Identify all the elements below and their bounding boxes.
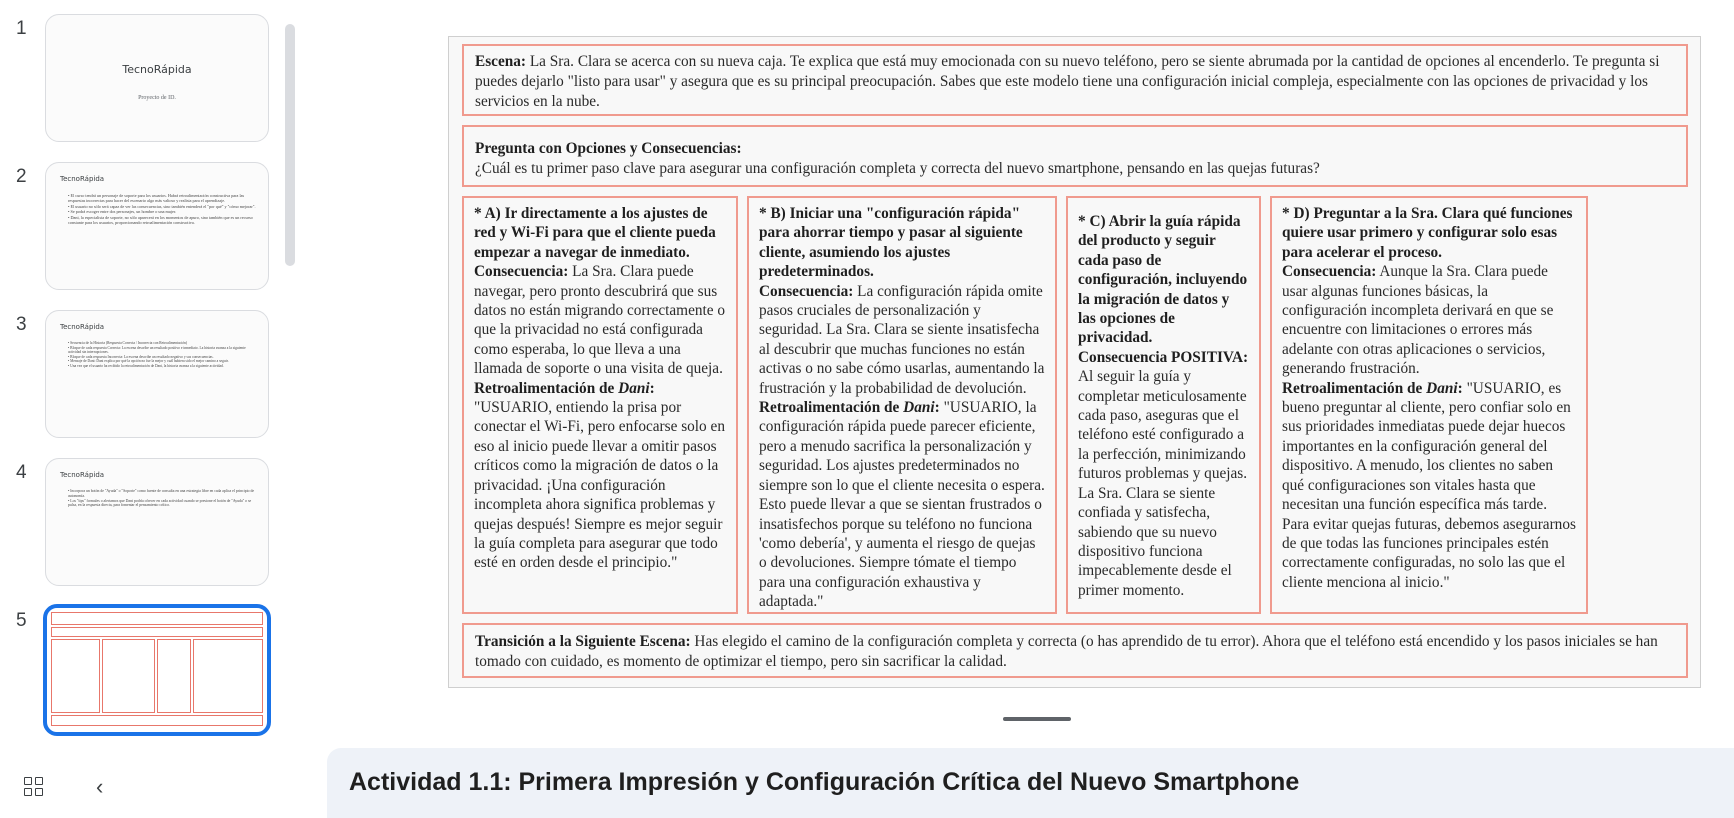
consequence-label: Consecuencia: — [759, 282, 854, 300]
feedback-text: "USUARIO, entiendo la prisa por conectar el Wi-Fi, pero enfocarse solo en eso al inicio puede llevar a omitir pasos críticos como la migración de datos o la privacidad. ¡Una configuración incompleta ahora significa problemas y quejas después! Siempre es mejor seguir la guía completa para asegurar que todo esté en orden desde el principio." — [474, 399, 725, 572]
feedback-label: Retroalimentación de — [759, 399, 900, 417]
thumbnail-bullet: • Bloque de cada respuesta Correcta: La escena describe un resultado positivo e inmediato. La historia avanza a la siguiente actividad sin interrupciones. — [68, 346, 256, 355]
option-b-title: * B) Iniciar una "configuración rápida" para ahorrar tiempo y pasar al siguiente cliente, asumiendo los ajustes predeterminados. — [759, 205, 1023, 281]
option-d-box — [1270, 196, 1588, 614]
transition-text: Has elegido el camino de la configuración completa y correcta (o has aprendido de tu error). Ahora que el teléfono está encendido y los pasos iniciales se han tomado con cuidado, es momento de optimizar el tiempo, pero sin sacrificar la calidad. — [475, 633, 1658, 670]
feedback-colon: : — [1457, 379, 1463, 397]
thumbnail-scrollbar[interactable] — [285, 24, 295, 266]
slide-thumbnail-rail — [0, 0, 300, 818]
thumbnail-row-1[interactable] — [0, 14, 290, 144]
feedback-colon: : — [649, 379, 655, 397]
slide-thumbnail-2[interactable] — [45, 162, 269, 290]
option-c-title: * C) Abrir la guía rápida del producto y seguir cada paso de configuración, incluyendo la migración de datos y las opciones de privacidad. — [1078, 213, 1248, 347]
thumbnail-bullet: • Mensaje de Dani: Dani explica por qué la opción no fue la mejor y cuál hubiera sido el mejor camino a seguir. — [68, 359, 256, 364]
feedback-name: Dani — [1426, 379, 1458, 397]
question-text: ¿Cuál es tu primer paso clave para asegurar una configuración completa y correcta del nuevo smartphone, pensando en las quejas futuras? — [475, 160, 1320, 177]
thumbnail-number: 4 — [16, 462, 27, 483]
thumbnail-title: TecnoRápida — [60, 323, 105, 331]
mini-box — [157, 639, 191, 713]
transition-label: Transición a la Siguiente Escena: — [475, 633, 691, 650]
thumbnail-row-5[interactable] — [0, 606, 290, 736]
thumbnail-bullets — [68, 489, 256, 508]
mini-box — [193, 639, 263, 713]
thumbnail-bullet: • Una vez que el usuario ha recibido la retroalimentación de Dani, la historia avanza a la siguiente actividad. — [68, 364, 256, 369]
thumbnail-number: 3 — [16, 314, 27, 335]
thumbnail-bullet: • El curso tendrá un personaje de soporte para los usuarios. Habrá retroalimentación constructiva para las respuestas incorrectas para hacer del escenario algo más valioso y realista para el aprendizaje. — [68, 193, 256, 204]
slide-thumbnail-4[interactable] — [45, 458, 269, 586]
consequence-text: Al seguir la guía y completar meticulosamente cada paso, aseguras que el teléfono esté configurado a la perfección, minimizando futuros problemas y quejas. La Sra. Clara se siente confiada y satisfecha, sabiendo que su nuevo dispositivo funciona impecablemente desde el primer momento. — [1078, 368, 1248, 599]
option-c-box — [1066, 196, 1261, 614]
feedback-label: Retroalimentación de — [1282, 379, 1423, 397]
option-b-box — [747, 196, 1057, 614]
feedback-label: Retroalimentación de — [474, 379, 615, 397]
thumbnail-number: 1 — [16, 18, 27, 39]
activity-title: Actividad 1.1: Primera Impresión y Configuración Crítica del Nuevo Smartphone — [349, 768, 1300, 796]
feedback-text: "USUARIO, es bueno preguntar al cliente, pero confiar solo en sus prioridades inmediatas puede dejar huecos importantes en la configuración general del dispositivo. A menudo, los clientes no saben qué configuraciones son vitales hasta que necesitan una función específica más tarde. Para evitar quejas futuras, debemos asegurarnos de que todas las funciones principales estén correctamente configuradas, no solo las que el cliente menciona al inicio." — [1282, 379, 1576, 591]
thumbnail-bullet: • Bloque de cada respuesta Incorrecta: La escena describe un resultado negativo y sus consecuencias. — [68, 355, 256, 360]
consequence-label: Consecuencia: — [1282, 263, 1377, 281]
question-box — [462, 125, 1688, 187]
consequence-label: Consecuencia POSITIVA: — [1078, 348, 1249, 366]
consequence-label: Consecuencia: — [474, 263, 569, 281]
slide-canvas[interactable] — [448, 36, 1701, 688]
thumbnail-bullet: • El usuario no sólo será capaz de ver las consecuencias, sino también entenderá el "por qué" y "cómo mejorar". — [68, 204, 256, 209]
slide-title-bar — [327, 748, 1734, 818]
option-a-box — [462, 196, 738, 614]
consequence-text: La Sra. Clara puede navegar, pero pronto descubrirá que sus datos no están migrando correctamente o que la privacidad no está configurada como esperaba, lo que lleva a una llamada de soporte o una visita de queja. — [474, 263, 726, 378]
thumbnail-bullet: • Se podrá escoger entre dos personajes, un hombre o una mujer. — [68, 209, 256, 214]
feedback-name: Dani — [903, 399, 935, 417]
scene-box — [462, 44, 1688, 116]
option-d-title: * D) Preguntar a la Sra. Clara qué funciones quiere usar primero y configurar solo esas para acelerar el proceso. — [1282, 205, 1573, 261]
thumbnail-miniature — [51, 612, 263, 728]
question-label: Pregunta con Opciones y Consecuencias: — [475, 140, 742, 157]
slide-scroll-indicator[interactable] — [1003, 717, 1071, 721]
thumbnail-bullets — [68, 341, 256, 369]
thumbnail-bullet: • Los "tips" formales o alertamos que Dani podría ofrecer en cada actividad cuando se presione el botón de "Ayuda" o se pulsa, en la respuesta directa, para fomentar el pensamiento crítico. — [68, 499, 256, 509]
consequence-text: Aunque la Sra. Clara puede usar algunas funciones básicas, la configuración incompleta derivará en que se encuentre con limitaciones o errores más adelante con otras aplicaciones o servicios, generando frustración. — [1282, 263, 1554, 378]
grid-view-icon[interactable] — [24, 777, 44, 797]
feedback-name: Dani — [618, 379, 650, 397]
thumbnail-title: TecnoRápida — [60, 175, 105, 183]
option-a-title: * A) Ir directamente a los ajustes de red y Wi-Fi para que el cliente pueda empezar a navegar de inmediato. — [474, 205, 716, 261]
consequence-text: La configuración rápida omite pasos cruciales de personalización y seguridad. La Sra. Clara se siente insatisfecha al descubrir que muchas funciones no están activas o no sabe cómo usarlas, aumentando la frustración y la probabilidad de devolución. — [759, 282, 1045, 397]
thumbnail-bullet: • Secuencia de la Historia (Respuesta Correcta / Incorrecta con Retroalimentación) — [68, 341, 256, 346]
thumbnail-bullet: • Incorpora un botón de "Ayuda" o "Soporte" como fuente de consulta en una estrategia libre en cada aplica el principio de autonomía. — [68, 489, 256, 499]
thumbnail-bullets — [68, 193, 256, 225]
mini-box — [102, 639, 155, 713]
thumbnail-subtitle: Proyecto de ID. — [138, 95, 176, 101]
mini-box — [51, 639, 100, 713]
thumbnail-number: 2 — [16, 166, 27, 187]
thumbnail-title: TecnoRápida — [60, 471, 105, 479]
scene-label: Escena: — [475, 53, 526, 70]
slide-thumbnail-5-selected[interactable] — [43, 604, 271, 736]
mini-box — [51, 627, 263, 637]
slide-thumbnail-3[interactable] — [45, 310, 269, 438]
transition-box — [462, 623, 1688, 678]
scene-text: La Sra. Clara se acerca con su nueva caja. Te explica que está muy emocionada con su nuevo teléfono, pero se siente abrumada por la cantidad de opciones al encenderlo. Te pregunta si puedes dejarlo "listo para usar" y asegura que es su principal preocupación. Sabes que este modelo tiene una configuración inicial compleja, especialmente con las opciones de privacidad y los servicios en la nube. — [475, 53, 1660, 110]
thumbnail-row-2[interactable] — [0, 162, 290, 292]
thumbnail-row-4[interactable] — [0, 458, 290, 588]
mini-box — [51, 612, 263, 625]
feedback-text: "USUARIO, la configuración rápida puede parecer eficiente, pero a menudo sacrifica la personalización y seguridad. Los ajustes predeterminados no siempre son lo que el cliente necesita o espera. Esto puede llevar a que se sientan frustrados o insatisfechos porque su teléfono no funciona 'como debería', y aumenta el riesgo de quejas o devoluciones. Siempre tómate el tiempo para una configuración exhaustiva y adaptada." — [759, 399, 1045, 611]
thumbnail-title: TecnoRápida — [122, 63, 192, 76]
mini-box — [51, 715, 263, 726]
feedback-colon: : — [934, 399, 940, 417]
thumbnail-number: 5 — [16, 610, 27, 631]
slide-thumbnail-1[interactable] — [45, 14, 269, 142]
thumbnail-bullet: • Dani, la especialista de soporte, no sólo aparecerá en los momentos de apuro, sino también que es un recurso constante para los usuarios, proporcionando retroalimentación constructiva. — [68, 215, 256, 226]
chevron-left-icon[interactable]: ‹ — [96, 774, 104, 799]
thumbnail-row-3[interactable] — [0, 310, 290, 440]
